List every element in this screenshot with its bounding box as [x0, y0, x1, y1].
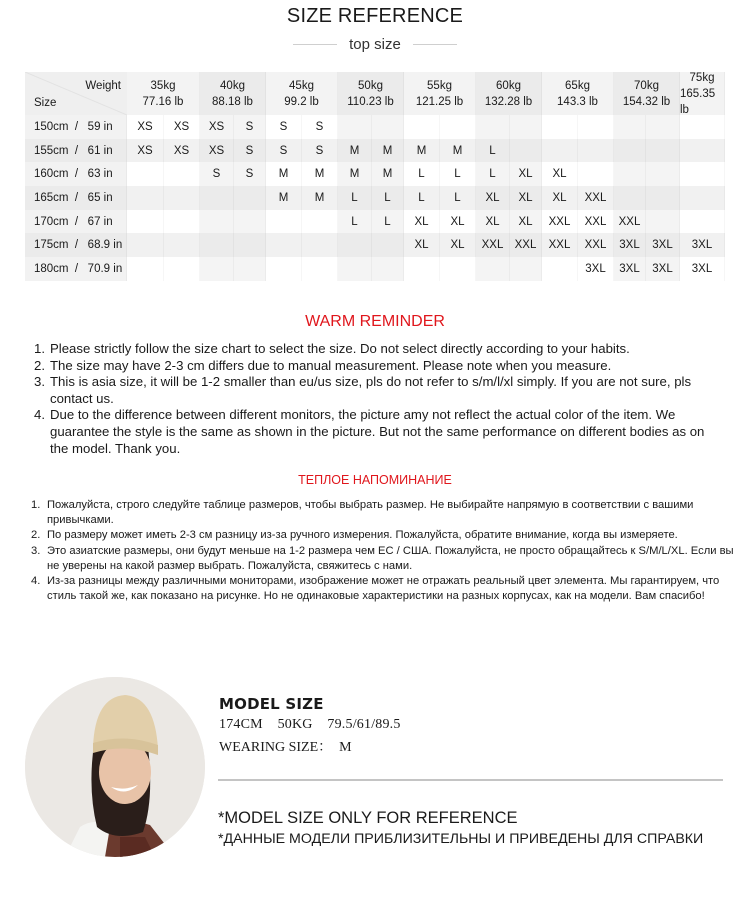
size-cell [404, 115, 440, 139]
size-cell [510, 139, 542, 163]
model-wearing-size: WEARING SIZE： M [219, 740, 352, 755]
size-cell: M [338, 139, 372, 163]
weight-kg: 65kg [565, 79, 590, 92]
size-cell [680, 139, 725, 163]
weight-kg: 60kg [496, 79, 521, 92]
weight-lb: 154.32 lb [622, 95, 671, 108]
size-cell [646, 139, 680, 163]
item-number: 2. [31, 529, 41, 542]
item-text: По размеру может иметь 2-3 см разницу из-за ручного измерения. Пожалуйста, обратите внимание, когда вы измеряете. [47, 529, 678, 542]
model-photo [25, 677, 205, 857]
size-cell [127, 233, 164, 257]
size-cell [476, 257, 510, 281]
size-cell [164, 210, 200, 234]
subtitle-row [0, 36, 750, 53]
height-label: 165cm / 65 in [25, 186, 127, 210]
size-cell [542, 115, 578, 139]
size-cell: S [302, 139, 338, 163]
divider-right [413, 44, 457, 45]
size-cell: XL [542, 186, 578, 210]
size-cell: XXL [614, 210, 646, 234]
list-item [31, 574, 736, 604]
size-cell: L [372, 210, 404, 234]
model-portrait-icon [25, 677, 205, 857]
table-row [25, 115, 725, 139]
size-cell: L [476, 162, 510, 186]
size-cell [646, 162, 680, 186]
item-text: The size may have 2-3 cm differs due to manual measurement. Please note when you measure. [50, 357, 612, 373]
size-cell [266, 233, 302, 257]
size-cell [440, 257, 476, 281]
size-cell [164, 162, 200, 186]
size-cell: XS [164, 139, 200, 163]
size-cell: S [200, 162, 234, 186]
size-cell: L [372, 186, 404, 210]
size-cell [266, 257, 302, 281]
size-cell [542, 257, 578, 281]
weight-lb: 143.3 lb [557, 95, 598, 108]
size-cell [200, 186, 234, 210]
weight-kg: 55kg [427, 79, 452, 92]
height-label: 180cm / 70.9 in [25, 257, 127, 281]
list-item [34, 358, 724, 375]
size-cell: XL [510, 210, 542, 234]
size-cell [476, 115, 510, 139]
size-cell [404, 257, 440, 281]
size-cell [234, 233, 266, 257]
size-cell: M [338, 162, 372, 186]
size-cell: XXL [578, 210, 614, 234]
size-cell [164, 257, 200, 281]
size-cell: XXL [542, 210, 578, 234]
item-text: Пожалуйста, строго следуйте таблице размеров, чтобы выбрать размер. Не выбирайте напрямую в соответствии с вашими привычками. [47, 499, 694, 527]
size-cell: M [404, 139, 440, 163]
list-item [31, 498, 736, 528]
size-cell [372, 233, 404, 257]
size-cell [127, 257, 164, 281]
weight-lb: 165.35 lb [680, 87, 716, 116]
size-cell: M [302, 186, 338, 210]
size-cell: 3XL [614, 257, 646, 281]
table-header [25, 72, 725, 115]
size-cell: M [266, 186, 302, 210]
size-cell: 3XL [578, 257, 614, 281]
table-row [25, 186, 725, 210]
size-cell: XXL [476, 233, 510, 257]
item-number: 4. [34, 407, 45, 423]
item-text: This is asia size, it will be 1-2 smaller than eu/us size, pls do not refer to s/m/l/xl simply. If you are not sure, pls contact us. [50, 374, 692, 406]
size-cell: M [302, 162, 338, 186]
list-item [34, 341, 724, 358]
size-cell [680, 210, 725, 234]
size-cell: XXL [542, 233, 578, 257]
size-cell: M [372, 139, 404, 163]
size-cell: S [234, 162, 266, 186]
size-cell: XL [440, 210, 476, 234]
table-row [25, 139, 725, 163]
size-cell [578, 162, 614, 186]
weight-lb: 110.23 lb [347, 95, 394, 108]
size-cell [614, 162, 646, 186]
size-cell [372, 257, 404, 281]
height-label: 175cm / 68.9 in [25, 233, 127, 257]
weight-header-50kg [338, 72, 404, 115]
size-cell: XL [404, 210, 440, 234]
size-cell: 3XL [680, 233, 725, 257]
size-cell: S [302, 115, 338, 139]
list-item [31, 544, 736, 574]
height-label: 155cm / 61 in [25, 139, 127, 163]
weight-header-75kg [680, 72, 725, 115]
size-cell: XL [404, 233, 440, 257]
size-cell: XS [164, 115, 200, 139]
model-note-en: *MODEL SIZE ONLY FOR REFERENCE [218, 809, 518, 827]
size-cell [200, 210, 234, 234]
size-cell [614, 115, 646, 139]
size-cell: XXL [578, 186, 614, 210]
weight-lb: 121.25 lb [415, 95, 464, 108]
item-text: Please strictly follow the size chart to select the size. Do not select directly according to your habits. [50, 341, 630, 356]
size-cell: M [266, 162, 302, 186]
size-cell [302, 257, 338, 281]
size-cell [127, 210, 164, 234]
item-number: 1. [31, 499, 41, 511]
list-item [31, 528, 736, 543]
size-cell [266, 210, 302, 234]
size-cell [164, 186, 200, 210]
size-cell [302, 210, 338, 234]
size-cell [234, 257, 266, 281]
size-table [25, 72, 725, 281]
size-cell [200, 233, 234, 257]
weight-lb: 99.2 lb [284, 95, 319, 108]
size-cell [680, 115, 725, 139]
weight-label: Weight [85, 80, 121, 92]
divider [218, 779, 723, 781]
size-cell: L [404, 186, 440, 210]
size-cell [578, 115, 614, 139]
height-label: 170cm / 67 in [25, 210, 127, 234]
height-label: 160cm / 63 in [25, 162, 127, 186]
height-label: 150cm / 59 in [25, 115, 127, 139]
warm-reminder-title: WARM REMINDER [305, 313, 445, 330]
size-cell: XS [200, 139, 234, 163]
size-cell: XS [127, 139, 164, 163]
size-cell: L [476, 139, 510, 163]
size-cell [510, 115, 542, 139]
size-cell: XL [476, 186, 510, 210]
size-cell: M [372, 162, 404, 186]
size-cell [680, 186, 725, 210]
size-cell: XL [542, 162, 578, 186]
size-cell [614, 139, 646, 163]
size-cell [338, 233, 372, 257]
size-cell [302, 233, 338, 257]
warm-reminder-ru-title: ТЕПЛОЕ НАПОМИНАНИЕ [298, 473, 452, 487]
size-cell [614, 186, 646, 210]
weight-kg: 75kg [689, 71, 715, 84]
size-cell: L [338, 210, 372, 234]
list-item [34, 407, 724, 457]
size-cell [542, 139, 578, 163]
weight-header-65kg [542, 72, 614, 115]
size-cell [646, 210, 680, 234]
size-cell: L [404, 162, 440, 186]
weight-kg: 40kg [220, 79, 245, 92]
size-cell: XL [440, 233, 476, 257]
weight-lb: 88.18 lb [212, 95, 253, 108]
size-cell [164, 233, 200, 257]
size-cell: 3XL [646, 257, 680, 281]
size-cell: S [234, 115, 266, 139]
weight-header-70kg [614, 72, 680, 115]
weight-header-55kg [404, 72, 476, 115]
model-note-ru: *ДАННЫЕ МОДЕЛИ ПРИБЛИЗИТЕЛЬНЫ И ПРИВЕДЕНЫ ДЛЯ СПРАВКИ [218, 831, 704, 847]
weight-lb: 77.16 lb [142, 95, 184, 108]
weight-header-40kg [200, 72, 266, 115]
item-text: Из-за разницы между различными мониторами, изображение может не отражать реальный цвет элемента. Мы гарантируем, что стиль такой же, как показано на рисунке. Но не одинаковые характеристики на разных корпусах, как на модели. Вам спасибо! [47, 575, 720, 603]
size-cell: XS [200, 115, 234, 139]
page-title: SIZE REFERENCE [286, 5, 464, 27]
size-cell: L [338, 186, 372, 210]
model-size-title: MODEL SIZE [219, 695, 324, 713]
weight-kg: 50kg [358, 79, 383, 92]
header-corner-cell [25, 72, 127, 115]
item-text: Due to the difference between different monitors, the picture amy not reflect the actual color of the item. We guarantee the style is the same as shown in the picture. But not the same performance on different bodies as on the model. Thank you. [50, 407, 705, 456]
size-cell [127, 162, 164, 186]
weight-header-35kg [127, 72, 200, 115]
warm-reminder-list [34, 341, 724, 457]
weight-kg: 35kg [150, 79, 176, 92]
size-cell: XL [510, 186, 542, 210]
weight-header-60kg [476, 72, 542, 115]
weight-kg: 70kg [634, 79, 659, 92]
weight-lb: 132.28 lb [484, 95, 533, 108]
size-cell: XXL [578, 233, 614, 257]
weight-kg: 45kg [289, 79, 314, 92]
size-cell: L [440, 186, 476, 210]
item-number: 1. [34, 341, 45, 356]
size-cell: XXL [510, 233, 542, 257]
size-cell: XS [127, 115, 164, 139]
warm-reminder-ru-list [31, 498, 736, 604]
size-cell: L [440, 162, 476, 186]
divider-left [293, 44, 337, 45]
size-cell: S [266, 139, 302, 163]
size-cell: 3XL [646, 233, 680, 257]
table-row [25, 210, 725, 234]
size-cell: XL [476, 210, 510, 234]
size-cell [646, 186, 680, 210]
size-cell: S [234, 139, 266, 163]
size-cell [510, 257, 542, 281]
size-cell: 3XL [614, 233, 646, 257]
size-cell: 3XL [680, 257, 725, 281]
subtitle: top size [349, 36, 401, 53]
size-cell [680, 162, 725, 186]
table-row [25, 257, 725, 281]
table-row [25, 162, 725, 186]
size-cell: M [440, 139, 476, 163]
item-text: Это азиатские размеры, они будут меньше на 1-2 размера чем ЕС / США. Пожалуйста, не просто обращайтесь к S/M/L/XL. Если вы не уверены на какой размер выбрать. Пожалуйста, свяжитесь с нами. [47, 544, 734, 572]
size-cell [338, 115, 372, 139]
size-cell [338, 257, 372, 281]
size-cell [646, 115, 680, 139]
table-row [25, 233, 725, 257]
list-item [34, 374, 724, 407]
model-stats: 174CM 50KG 79.5/61/89.5 [219, 717, 401, 732]
size-cell [372, 115, 404, 139]
item-number: 4. [31, 575, 41, 588]
item-number: 2. [34, 357, 45, 373]
item-number: 3. [31, 544, 41, 557]
size-cell [440, 115, 476, 139]
size-cell: XL [510, 162, 542, 186]
size-cell [200, 257, 234, 281]
weight-header-45kg [266, 72, 338, 115]
size-cell [578, 139, 614, 163]
size-cell [234, 210, 266, 234]
size-cell [127, 186, 164, 210]
item-number: 3. [34, 374, 45, 390]
size-cell: S [266, 115, 302, 139]
size-cell [234, 186, 266, 210]
size-label: Size [34, 97, 57, 109]
